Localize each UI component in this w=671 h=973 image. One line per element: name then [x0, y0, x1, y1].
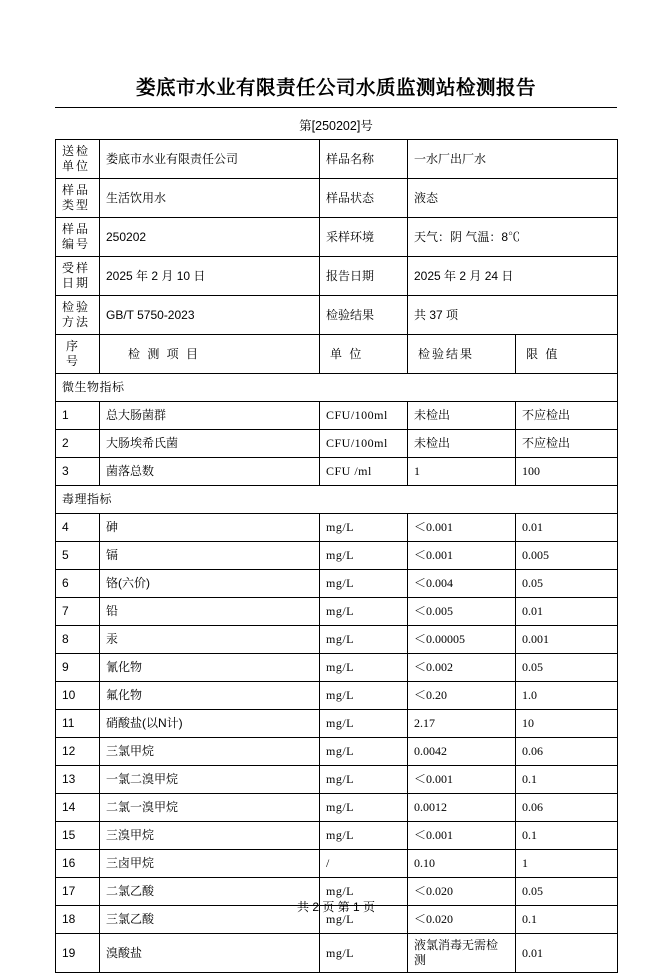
- cell-result: 液氯消毒无需检测: [408, 934, 516, 973]
- info-label-1: 样品类型: [56, 179, 100, 218]
- section-title: 毒理指标: [56, 486, 618, 514]
- table-row: [56, 710, 618, 738]
- cell-unit: mg/L: [320, 514, 408, 542]
- cell-no: 10: [56, 682, 100, 710]
- info-value-2: 共 37 项: [408, 296, 618, 335]
- info-label-2: 采样环境: [320, 218, 408, 257]
- cell-limit: 不应检出: [516, 402, 618, 430]
- cell-unit: mg/L: [320, 906, 408, 934]
- cell-unit: CFU /ml: [320, 458, 408, 486]
- table-row: [56, 458, 618, 486]
- section-title: 微生物指标: [56, 374, 618, 402]
- cell-unit: mg/L: [320, 710, 408, 738]
- cell-unit: mg/L: [320, 654, 408, 682]
- cell-limit: 0.05: [516, 570, 618, 598]
- cell-item: 总大肠菌群: [100, 402, 320, 430]
- cell-result: 1: [408, 458, 516, 486]
- cell-unit: mg/L: [320, 878, 408, 906]
- cell-no: 6: [56, 570, 100, 598]
- cell-result: ＜0.001: [408, 766, 516, 794]
- info-value-2: 天气：阴 气温：8℃: [408, 218, 618, 257]
- cell-limit: 1: [516, 850, 618, 878]
- cell-result: 未检出: [408, 430, 516, 458]
- table-row: [56, 794, 618, 822]
- table-row: [56, 850, 618, 878]
- cell-item: 大肠埃希氏菌: [100, 430, 320, 458]
- cell-unit: mg/L: [320, 794, 408, 822]
- table-row: [56, 682, 618, 710]
- table-row: [56, 598, 618, 626]
- cell-result: ＜0.020: [408, 878, 516, 906]
- cell-unit: mg/L: [320, 934, 408, 973]
- info-value-1: 250202: [100, 218, 320, 257]
- cell-result: ＜0.002: [408, 654, 516, 682]
- cell-limit: 0.1: [516, 906, 618, 934]
- info-row: [56, 218, 618, 257]
- cell-item: 铬(六价): [100, 570, 320, 598]
- cell-limit: 0.01: [516, 934, 618, 973]
- info-row: [56, 140, 618, 179]
- cell-no: 11: [56, 710, 100, 738]
- info-label-1: 检验方法: [56, 296, 100, 335]
- cell-result: 0.0042: [408, 738, 516, 766]
- column-header-result: 检验结果: [408, 335, 516, 374]
- cell-no: 13: [56, 766, 100, 794]
- cell-item: 硝酸盐(以N计): [100, 710, 320, 738]
- table-row: [56, 402, 618, 430]
- report-number: 第[250202]号: [299, 119, 373, 133]
- cell-result: ＜0.20: [408, 682, 516, 710]
- table-row: [56, 542, 618, 570]
- cell-no: 19: [56, 934, 100, 973]
- cell-limit: 0.001: [516, 626, 618, 654]
- cell-limit: 0.1: [516, 822, 618, 850]
- cell-no: 12: [56, 738, 100, 766]
- table-row: [56, 570, 618, 598]
- cell-item: 氟化物: [100, 682, 320, 710]
- cell-result: 未检出: [408, 402, 516, 430]
- section-header-row: [56, 486, 618, 514]
- cell-item: 溴酸盐: [100, 934, 320, 973]
- info-label-1: 样品编号: [56, 218, 100, 257]
- cell-unit: CFU/100ml: [320, 402, 408, 430]
- table-row: [56, 934, 618, 973]
- cell-limit: 100: [516, 458, 618, 486]
- page-footer: 共 2 页 第 1 页: [296, 900, 376, 914]
- table-row: [56, 626, 618, 654]
- cell-unit: mg/L: [320, 766, 408, 794]
- cell-limit: 0.05: [516, 654, 618, 682]
- cell-limit: 0.06: [516, 794, 618, 822]
- cell-unit: mg/L: [320, 822, 408, 850]
- column-header-limit: 限 值: [516, 335, 618, 374]
- table-row: [56, 430, 618, 458]
- info-row: [56, 296, 618, 335]
- info-value-2: 一水厂出厂水: [408, 140, 618, 179]
- table-row: [56, 822, 618, 850]
- cell-limit: 不应检出: [516, 430, 618, 458]
- page-title: 娄底市水业有限责任公司水质监测站检测报告: [55, 72, 617, 108]
- cell-unit: /: [320, 850, 408, 878]
- column-header-no: 序号: [56, 335, 100, 374]
- cell-limit: 0.06: [516, 738, 618, 766]
- cell-item: 二氯乙酸: [100, 878, 320, 906]
- table-row: [56, 654, 618, 682]
- table-row: [56, 738, 618, 766]
- cell-result: ＜0.004: [408, 570, 516, 598]
- cell-unit: mg/L: [320, 542, 408, 570]
- cell-no: 5: [56, 542, 100, 570]
- table-row: [56, 766, 618, 794]
- cell-limit: 0.01: [516, 514, 618, 542]
- cell-item: 镉: [100, 542, 320, 570]
- cell-result: ＜0.00005: [408, 626, 516, 654]
- table-row: [56, 514, 618, 542]
- cell-limit: 0.005: [516, 542, 618, 570]
- cell-item: 菌落总数: [100, 458, 320, 486]
- cell-no: 8: [56, 626, 100, 654]
- info-row: [56, 257, 618, 296]
- cell-limit: 1.0: [516, 682, 618, 710]
- cell-limit: 10: [516, 710, 618, 738]
- table-header-row: [56, 335, 618, 374]
- cell-limit: 0.01: [516, 598, 618, 626]
- cell-item: 三氯乙酸: [100, 906, 320, 934]
- cell-unit: mg/L: [320, 738, 408, 766]
- cell-result: ＜0.001: [408, 514, 516, 542]
- info-label-2: 样品名称: [320, 140, 408, 179]
- cell-unit: CFU/100ml: [320, 430, 408, 458]
- column-header-unit: 单 位: [320, 335, 408, 374]
- info-label-1: 送检单位: [56, 140, 100, 179]
- cell-item: 二氯一溴甲烷: [100, 794, 320, 822]
- cell-item: 铅: [100, 598, 320, 626]
- cell-item: 三溴甲烷: [100, 822, 320, 850]
- cell-result: ＜0.005: [408, 598, 516, 626]
- info-value-1: 2025 年 2 月 10 日: [100, 257, 320, 296]
- cell-result: 0.0012: [408, 794, 516, 822]
- info-value-1: GB/T 5750-2023: [100, 296, 320, 335]
- cell-result: 2.17: [408, 710, 516, 738]
- info-value-1: 生活饮用水: [100, 179, 320, 218]
- section-header-row: [56, 374, 618, 402]
- cell-no: 9: [56, 654, 100, 682]
- cell-no: 17: [56, 878, 100, 906]
- info-value-2: 2025 年 2 月 24 日: [408, 257, 618, 296]
- info-value-2: 液态: [408, 179, 618, 218]
- cell-unit: mg/L: [320, 598, 408, 626]
- cell-item: 砷: [100, 514, 320, 542]
- info-row: [56, 179, 618, 218]
- cell-unit: mg/L: [320, 682, 408, 710]
- cell-item: 汞: [100, 626, 320, 654]
- cell-no: 18: [56, 906, 100, 934]
- info-label-2: 报告日期: [320, 257, 408, 296]
- info-label-2: 样品状态: [320, 179, 408, 218]
- column-header-item: 检 测 项 目: [100, 335, 320, 374]
- cell-result: ＜0.001: [408, 822, 516, 850]
- cell-no: 1: [56, 402, 100, 430]
- cell-unit: mg/L: [320, 570, 408, 598]
- info-value-1: 娄底市水业有限责任公司: [100, 140, 320, 179]
- cell-unit: mg/L: [320, 626, 408, 654]
- info-label-2: 检验结果: [320, 296, 408, 335]
- cell-item: 一氯二溴甲烷: [100, 766, 320, 794]
- cell-no: 7: [56, 598, 100, 626]
- cell-result: 0.10: [408, 850, 516, 878]
- report-table: [55, 139, 618, 973]
- cell-item: 氰化物: [100, 654, 320, 682]
- cell-item: 三氯甲烷: [100, 738, 320, 766]
- cell-no: 15: [56, 822, 100, 850]
- cell-result: ＜0.001: [408, 542, 516, 570]
- cell-result: ＜0.020: [408, 906, 516, 934]
- cell-no: 2: [56, 430, 100, 458]
- cell-limit: 0.1: [516, 766, 618, 794]
- cell-item: 三卤甲烷: [100, 850, 320, 878]
- cell-no: 14: [56, 794, 100, 822]
- cell-no: 16: [56, 850, 100, 878]
- cell-no: 3: [56, 458, 100, 486]
- info-label-1: 受样日期: [56, 257, 100, 296]
- cell-no: 4: [56, 514, 100, 542]
- cell-limit: 0.05: [516, 878, 618, 906]
